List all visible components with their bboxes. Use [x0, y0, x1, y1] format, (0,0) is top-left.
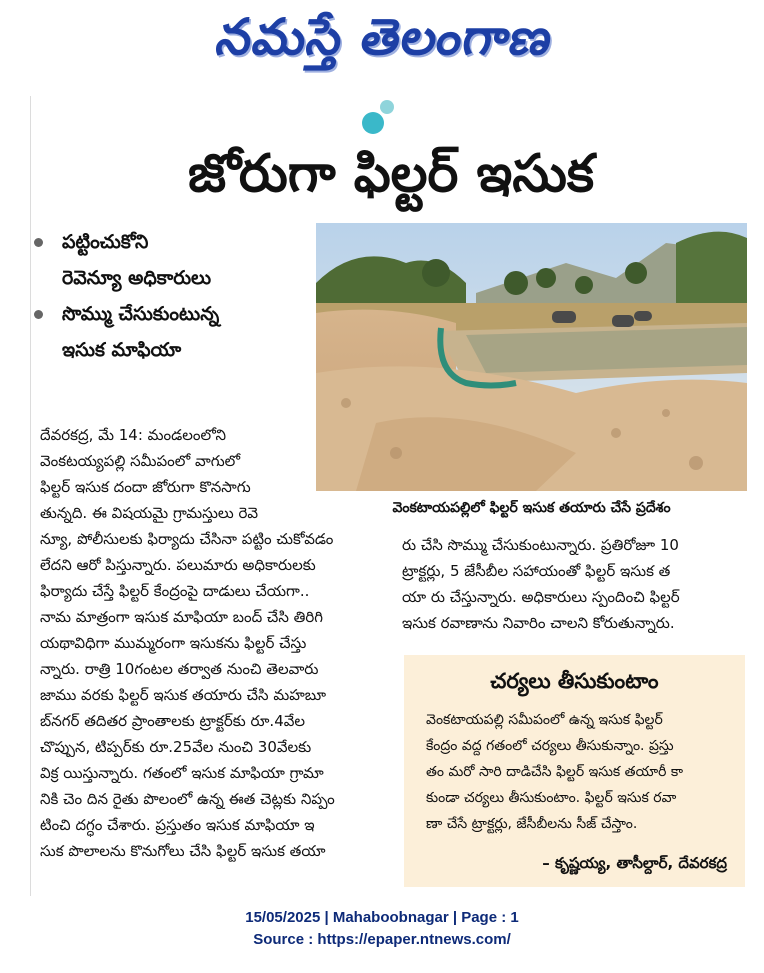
- box-body: [426, 707, 736, 837]
- bullet-line: పట్టించుకోని: [62, 231, 149, 253]
- bullet-icon: [34, 238, 43, 247]
- body-line: వెంకటయ్యపల్లి సమీపంలో వాగులో: [40, 452, 241, 470]
- article-body-right: [402, 532, 748, 636]
- body-line: నికి చెం దిన రైతు పొలంలో ఉన్న ఈత చెట్లకు నిప్పం: [40, 790, 335, 808]
- photo-caption: వెంకటాయపల్లిలో ఫిల్టర్ ఇసుక తయారు చేసే ప్రదేశం: [392, 500, 671, 516]
- body-line: తున్నది. ఈ విషయమై గ్రామస్తులు రెవె: [40, 504, 259, 522]
- bullet-icon: [34, 310, 43, 319]
- masthead: [0, 0, 764, 80]
- body-line: నామ మాత్రంగా ఇసుక మాఫియా బంద్ చేసి తిరిగి: [40, 608, 323, 626]
- box-line: కుండా చర్యలు తీసుకుంటాం. ఫిల్టర్ ఇసుక రవా: [426, 790, 677, 806]
- box-line: తం మరో సారి దాడిచేసి ఫిల్టర్ ఇసుక తయారీ కా: [426, 764, 683, 780]
- box-line: వెంకటాయపల్లి సమీపంలో ఉన్న ఇసుక ఫిల్టర్: [426, 712, 663, 728]
- footer-date-page: 15/05/2025 | Mahaboobnagar | Page : 1: [245, 909, 519, 926]
- newspaper-logo: నమస్తే తెలంగాణ: [212, 7, 559, 66]
- headline: జోరుగా ఫిల్టర్ ఇసుక: [188, 143, 594, 204]
- sand-pit-photo-icon: [316, 223, 747, 491]
- box-title: చర్యలు తీసుకుంటాం: [490, 669, 659, 693]
- box-line: కేంద్రం వద్ద గతంలో చర్యలు తీసుకున్నాం. ప్రస్తు: [426, 738, 674, 754]
- body-line: ఫిల్టర్ ఇసుక దందా జోరుగా కొనసాగు: [40, 478, 251, 496]
- bullet-item: [30, 296, 310, 368]
- body-line: రు చేసి సొమ్ము చేసుకుంటున్నారు. ప్రతిరోజూ 10: [402, 536, 679, 554]
- page-footer: [0, 907, 764, 951]
- body-line: ట్రాక్టర్లు, 5 జేసీబీల సహాయంతో ఫిల్టర్ ఇసుక త: [402, 562, 671, 580]
- box-signature: – కృష్ణయ్య, తాసీల్దార్, దేవరకద్ర: [542, 854, 727, 872]
- article-body-left: [40, 422, 380, 864]
- body-line: న్యూ, పోలీసులకు ఫిర్యాదు చేసినా పట్టిం చుకోవడం: [40, 530, 334, 548]
- body-line: విక్ర యిస్తున్నారు. గతంలో ఇసుక మాఫియా గ్రామా: [40, 764, 324, 782]
- body-line: జాము వరకు ఫిల్టర్ ఇసుక తయారు చేసి మహబూ: [40, 686, 326, 704]
- footer-source-link[interactable]: Source : https://epaper.ntnews.com/: [253, 931, 511, 948]
- bullet-line: రెవెన్యూ అధికారులు: [62, 267, 212, 289]
- body-line: టించి దగ్ధం చేశారు. ప్రస్తుతం ఇసుక మాఫియా ఇ: [40, 816, 315, 834]
- body-line: లేదని ఆరో పిస్తున్నారు. పలుమారు అధికారులకు: [40, 556, 316, 574]
- body-line: యా రు చేస్తున్నారు. అధికారులు స్పందించి ఫిల్టర్: [402, 588, 680, 606]
- bullet-item: [30, 224, 310, 296]
- article-photo: [316, 223, 747, 491]
- body-line: ఇసుక రవాణాను నివారిం చాలని కోరుతున్నారు.: [402, 614, 675, 632]
- bullet-line: సొమ్ము చేసుకుంటున్న: [62, 303, 220, 325]
- bullet-line: ఇసుక మాఫియా: [62, 339, 182, 361]
- body-line: దేవరకద్ర, మే 14: మండలంలోని: [40, 426, 227, 444]
- body-line: చొప్పున, టిప్పర్‌కు రూ.25వేల నుంచి 30వేలకు: [40, 738, 312, 756]
- body-line: సుక పొలాలను కొనుగోలు చేసి ఫిల్టర్ ఇసుక తయా: [40, 842, 326, 860]
- decorative-dots-icon: [362, 100, 402, 134]
- body-line: బ్‌నగర్ తదితర ప్రాంతాలకు ట్రాక్టర్‌కు రూ.4వేల: [40, 712, 306, 730]
- body-line: యథావిధిగా ముమ్మరంగా ఇసుకను ఫిల్టర్ చేస్తు: [40, 634, 307, 652]
- body-line: ఫిర్యాదు చేస్తే ఫిల్టర్ కేంద్రంపై దాడులు చేయగా..: [40, 582, 310, 600]
- subheading-bullets: [30, 224, 310, 368]
- body-line: న్నారు. రాత్రి 10గంటల తర్వాత నుంచి తెలవారు: [40, 660, 319, 678]
- box-line: ణా చేసే ట్రాక్టర్లు, జేసీబీలను సీజ్ చేస్తాం.: [426, 816, 638, 832]
- official-quote-box: [404, 655, 745, 887]
